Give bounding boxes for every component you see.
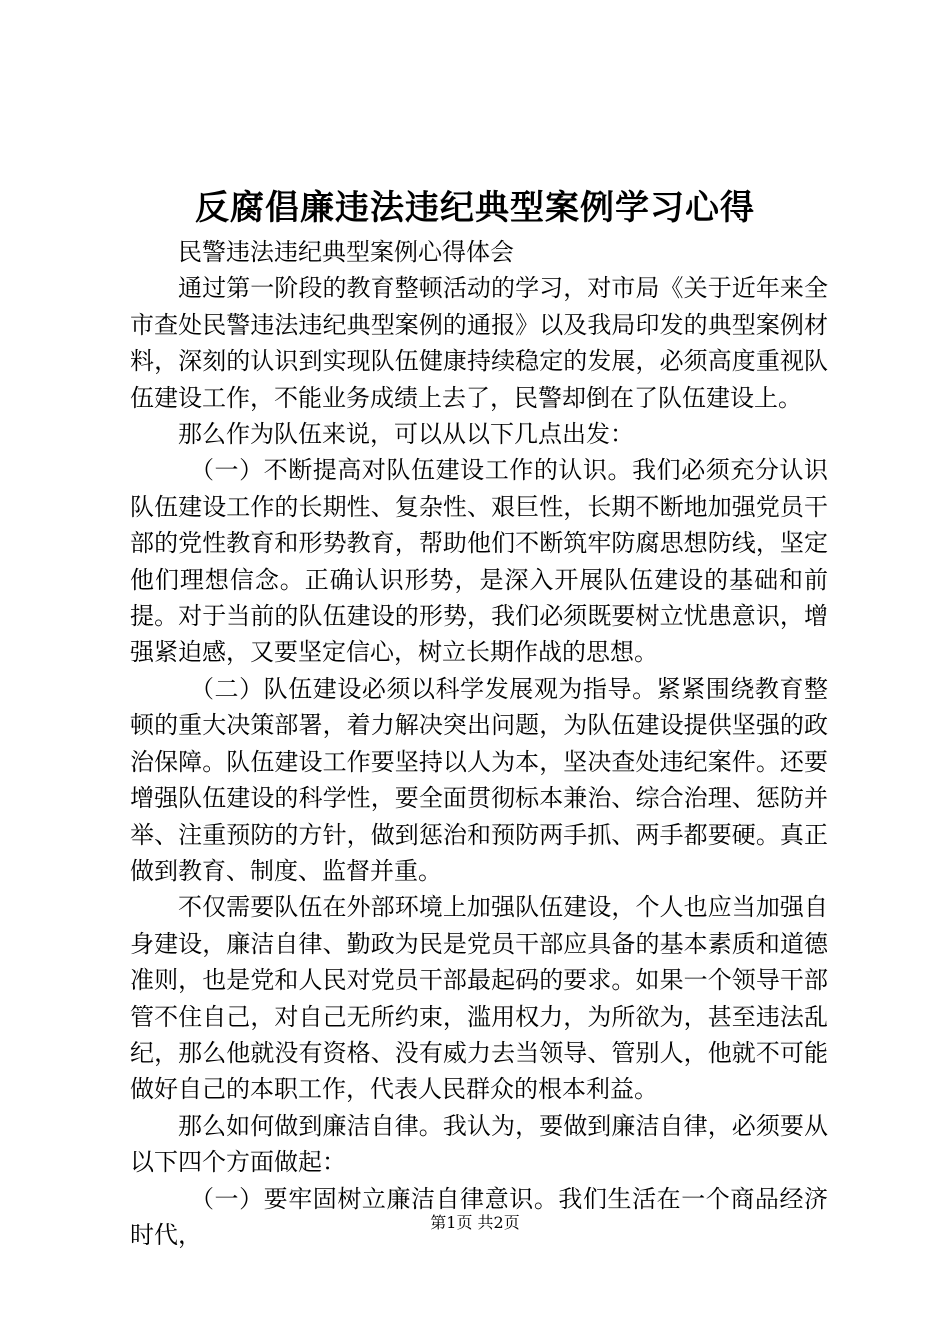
document-body — [130, 234, 828, 1253]
page-footer: 第1页 共2页 — [430, 1213, 520, 1232]
paragraph: 通过第一阶段的教育整顿活动的学习，对市局《关于近年来全市查处民警违法违纪典型案例的通报》以及我局印发的典型案例材料，深刻的认识到实现队伍健康持续稳定的发展，必须高度重视队伍建设工作，不能业务成绩上去了，民警却倒在了队伍建设上。 — [130, 274, 828, 412]
document-title: 反腐倡廉违法违纪典型案例学习心得 — [195, 188, 755, 228]
document-subtitle: 民警违法违纪典型案例心得体会 — [178, 238, 514, 266]
paragraph: （一）要牢固树立廉洁自律意识。我们生活在一个商品经济时代， — [130, 1184, 828, 1249]
paragraph: 那么作为队伍来说，可以从以下几点出发： — [178, 420, 634, 449]
paragraph: 不仅需要队伍在外部环境上加强队伍建设，个人也应当加强自身建设，廉洁自律、勤政为民是党员干部应具备的基本素质和道德准则，也是党和人民对党员干部最起码的要求。如果一个领导干部管不住自己，对自己无所约束，滥用权力，为所欲为，甚至违法乱纪，那么他就没有资格、没有威力去当领导、管别人，他就不可能做好自己的本职工作，代表人民群众的根本利益。 — [130, 893, 828, 1104]
paragraph: （一）不断提高对队伍建设工作的认识。我们必须充分认识队伍建设工作的长期性、复杂性、艰巨性，长期不断地加强党员干部的党性教育和形势教育，帮助他们不断筑牢防腐思想防线，坚定他们理想信念。正确认识形势，是深入开展队伍建设的基础和前提。对于当前的队伍建设的形势，我们必须既要树立忧患意识，增强紧迫感，又要坚定信心，树立长期作战的思想。 — [130, 456, 828, 667]
paragraph: 那么如何做到廉洁自律。我认为，要做到廉洁自律，必须要从以下四个方面做起： — [130, 1111, 828, 1177]
paragraph: （二）队伍建设必须以科学发展观为指导。紧紧围绕教育整顿的重大决策部署，着力解决突出问题，为队伍建设提供坚强的政治保障。队伍建设工作要坚持以人为本，坚决查处违纪案件。还要增强队伍建设的科学性，要全面贯彻标本兼治、综合治理、惩防并举、注重预防的方针，做到惩治和预防两手抓、两手都要硬。真正做到教育、制度、监督并重。 — [130, 674, 828, 885]
